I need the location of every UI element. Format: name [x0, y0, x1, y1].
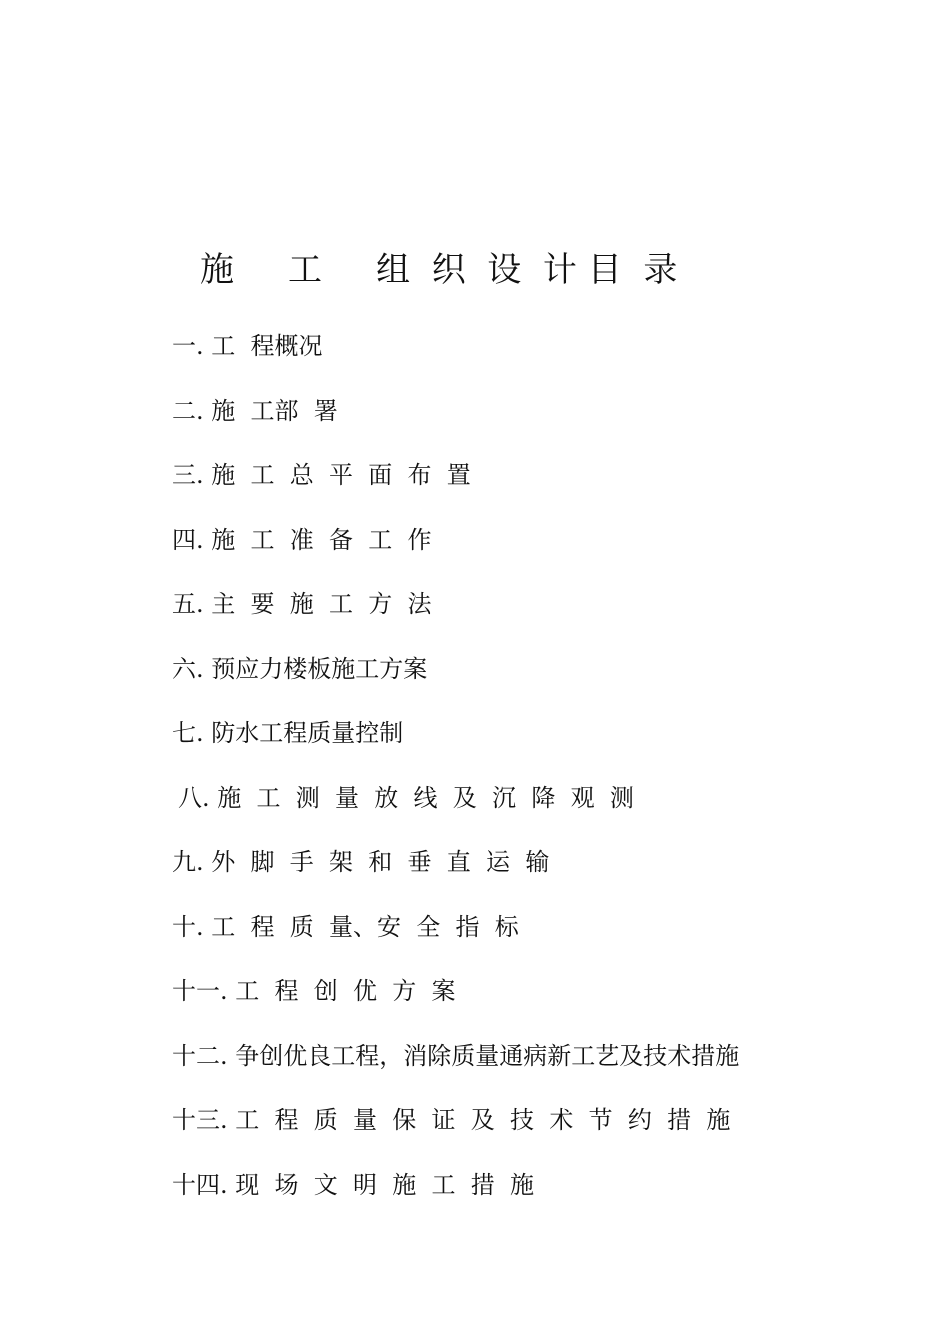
toc-item-6: 六. 预应力楼板施工方案 [172, 654, 428, 683]
document-title: 施 工 组 织 设 计 目 录 [200, 250, 678, 290]
toc-item-8: 八. 施 工 测 量 放 线 及 沉 降 观 测 [178, 783, 634, 812]
toc-item-11: 十一. 工 程 创 优 方 案 [172, 977, 456, 1005]
table-of-contents [172, 330, 872, 1233]
toc-item-12: 十二. 争创优良工程，消除质量通病新工艺及技术措施 [172, 1041, 740, 1070]
toc-item-10: 十. 工 程 质 量、安 全 指 标 [172, 912, 519, 941]
toc-item-14: 十四. 现 场 文 明 施 工 措 施 [172, 1170, 535, 1199]
toc-item-7: 七. 防水工程质量控制 [172, 719, 404, 747]
toc-item-4: 四. 施 工 准 备 工 作 [172, 525, 432, 554]
toc-item-1: 一. 工 程概况 [172, 332, 323, 360]
toc-item-2: 二. 施 工部 署 [172, 396, 338, 425]
toc-item-9: 九. 外 脚 手 架 和 垂 直 运 输 [172, 848, 550, 876]
toc-item-13: 十三. 工 程 质 量 保 证 及 技 术 节 约 措 施 [172, 1106, 731, 1134]
toc-item-5: 五. 主 要 施 工 方 法 [172, 590, 432, 618]
toc-item-3: 三. 施 工 总 平 面 布 置 [172, 461, 471, 489]
